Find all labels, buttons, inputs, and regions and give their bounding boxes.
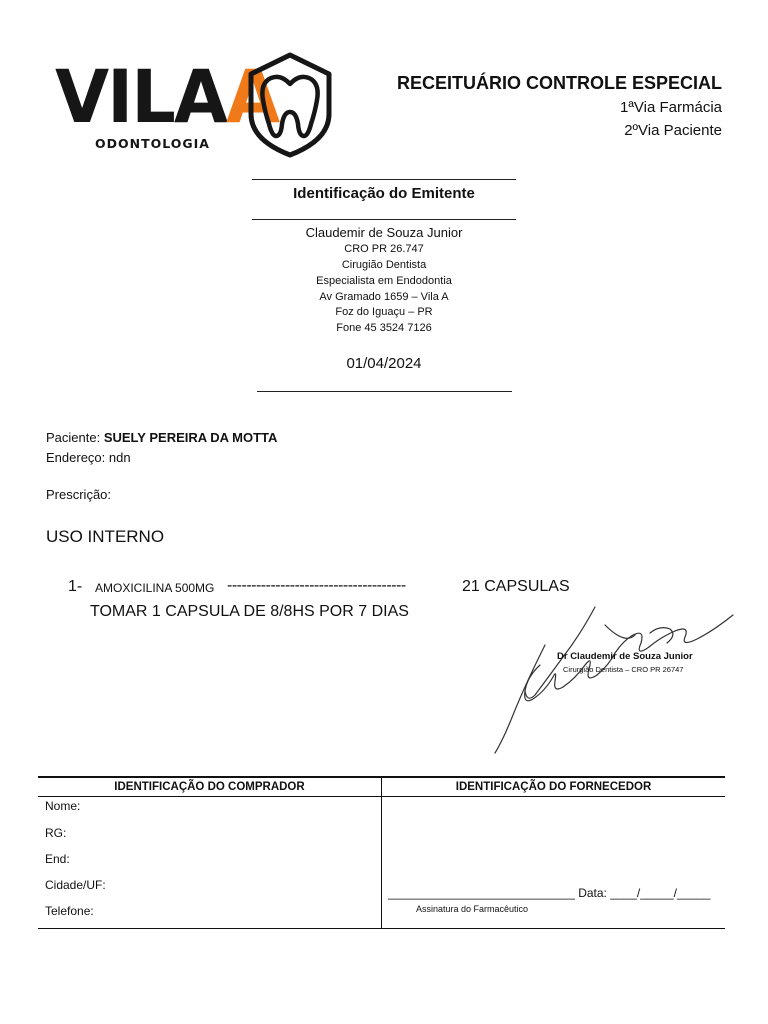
pharmacist-signature-line: ____________________________ Data: ____/_____/_____ — [388, 886, 711, 900]
document-title: RECEITUÁRIO CONTROLE ESPECIAL — [396, 73, 722, 93]
handwritten-signature — [485, 595, 735, 760]
identification-table — [38, 776, 725, 929]
prescription-label: Prescrição: — [46, 487, 112, 502]
tooth-shield-icon — [245, 52, 335, 158]
via-farmacia: 1ªVia Farmácia — [620, 99, 722, 116]
item-leader-dashes: ------------------------------------- — [227, 577, 406, 594]
prescription-date: 01/04/2024 — [346, 355, 422, 372]
emitter-specialty: Especialista em Endodontia — [316, 275, 452, 287]
signer-name: Dr Claudemir de Souza Junior — [557, 651, 693, 662]
buyer-field-address: End: — [45, 852, 70, 866]
supplier-header: IDENTIFICAÇÃO DO FORNECEDOR — [382, 778, 725, 797]
pharmacist-signature-label: Assinatura do Farmacêutico — [416, 904, 529, 914]
buyer-field-phone: Telefone: — [45, 904, 94, 918]
emitter-cro: CRO PR 26.747 — [344, 243, 424, 255]
patient-address-label: Endereço: — [46, 450, 106, 465]
logo-subtitle: ODONTOLOGIA — [95, 136, 210, 151]
item-quantity: 21 CAPSULAS — [462, 578, 570, 595]
buyer-field-rg: RG: — [45, 826, 67, 840]
usage-type: USO INTERNO — [46, 527, 165, 546]
emitter-address: Av Gramado 1659 – Vila A — [319, 291, 449, 303]
buyer-field-city: Cidade/UF: — [45, 878, 106, 892]
item-number: 1- — [68, 578, 83, 595]
patient-name-label: Paciente: — [46, 430, 101, 445]
column-divider — [381, 778, 382, 928]
buyer-field-name: Nome: — [45, 799, 81, 813]
item-drug: AMOXICILINA 500MG — [95, 581, 215, 595]
emitter-city: Foz do Iguaçu – PR — [335, 306, 433, 318]
via-paciente: 2ºVia Paciente — [624, 122, 722, 139]
signer-details: Cirurgião Dentista – CRO PR 26747 — [563, 665, 684, 674]
patient-address-row — [46, 450, 131, 465]
buyer-header: IDENTIFICAÇÃO DO COMPRADOR — [38, 778, 381, 797]
emitter-name: Claudemir de Souza Junior — [305, 225, 463, 240]
patient-name-row — [46, 430, 277, 445]
divider — [252, 179, 516, 180]
divider — [252, 219, 516, 220]
logo-word-dark: VILA — [55, 53, 226, 140]
clinic-logo — [55, 52, 345, 160]
patient-name: SUELY PEREIRA DA MOTTA — [103, 430, 278, 445]
patient-address: ndn — [108, 450, 131, 465]
emitter-phone: Fone 45 3524 7126 — [336, 322, 432, 334]
logo-word-accent: A — [226, 53, 279, 140]
emitter-section-title: Identificação do Emitente — [293, 185, 475, 202]
divider — [257, 391, 512, 392]
emitter-profession: Cirugião Dentista — [341, 259, 427, 271]
item-instructions: TOMAR 1 CAPSULA DE 8/8HS POR 7 DIAS — [90, 603, 409, 620]
